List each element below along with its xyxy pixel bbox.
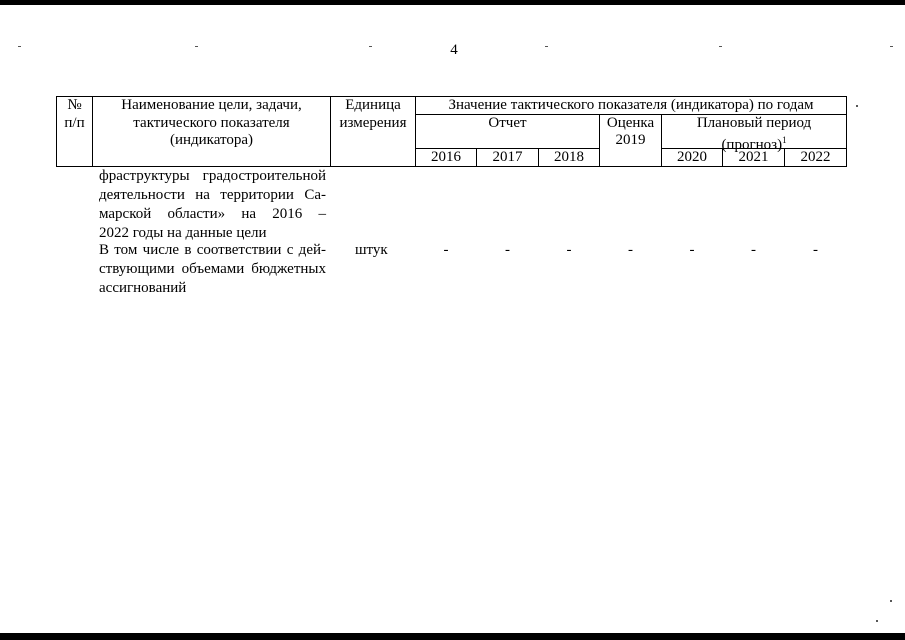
row2-line2: ствующими объемами бюджетных	[99, 261, 326, 277]
row2-value-2021: -	[751, 242, 756, 258]
scan-speck	[369, 46, 372, 47]
header-number-label: п/п	[64, 115, 85, 131]
header-year-2018: 2018	[554, 149, 584, 165]
row2-value-2017: -	[505, 242, 510, 258]
scan-speck	[195, 46, 198, 47]
header-year-2020: 2020	[677, 149, 707, 165]
header-year-2021: 2021	[738, 149, 769, 165]
row1-line2: деятельности на территории Са-	[99, 187, 326, 203]
header-values-title: Значение тактического показателя (индикатора) по годам	[448, 97, 814, 113]
footnote-marker: 1	[782, 135, 787, 145]
scan-speck	[719, 46, 722, 47]
row2-unit: штук	[355, 242, 388, 258]
row2-value-2022: -	[813, 242, 818, 258]
header-unit-line2: измерения	[339, 115, 407, 131]
header-estimate-line1: Оценка	[606, 115, 655, 131]
header-planned-line1: Плановый период	[696, 115, 812, 131]
row2-value-2016: -	[443, 242, 449, 258]
bottom-border	[0, 633, 905, 640]
row2-value-2020: -	[689, 242, 695, 258]
header-year-2022: 2022	[800, 149, 831, 165]
row2-line1: В том числе в соответствии с дей-	[99, 242, 326, 258]
page-number: 4	[450, 42, 458, 58]
header-number-sign: №	[67, 97, 82, 113]
header-estimate-line2: 2019	[615, 132, 646, 148]
row2-value-2019: -	[628, 242, 633, 258]
row1-line3: марской области» на 2016 –	[99, 206, 326, 222]
top-border	[0, 0, 905, 5]
header-year-2016: 2016	[431, 149, 461, 165]
header-name-line2: тактического показателя	[133, 115, 290, 131]
scan-dot	[856, 105, 858, 107]
row1-line4: 2022 годы на данные цели	[99, 225, 267, 241]
header-name-line1: Наименование цели, задачи,	[121, 97, 302, 113]
scan-speck	[18, 46, 21, 47]
row2-value-2018: -	[566, 242, 572, 258]
scan-speck	[545, 46, 548, 47]
header-year-2017: 2017	[492, 149, 523, 165]
header-report: Отчет	[488, 115, 527, 131]
row1-line1: фраструктуры градостроительной	[99, 168, 326, 184]
header-unit-line1: Единица	[345, 97, 401, 113]
scan-speck	[890, 46, 893, 47]
scan-dot	[890, 600, 892, 602]
row2-line3: ассигнований	[99, 280, 187, 296]
scan-dot	[876, 620, 878, 622]
header-name-line3: (индикатора)	[169, 132, 254, 148]
header-planned-line2: (прогноз)$^1$	[721, 135, 787, 153]
